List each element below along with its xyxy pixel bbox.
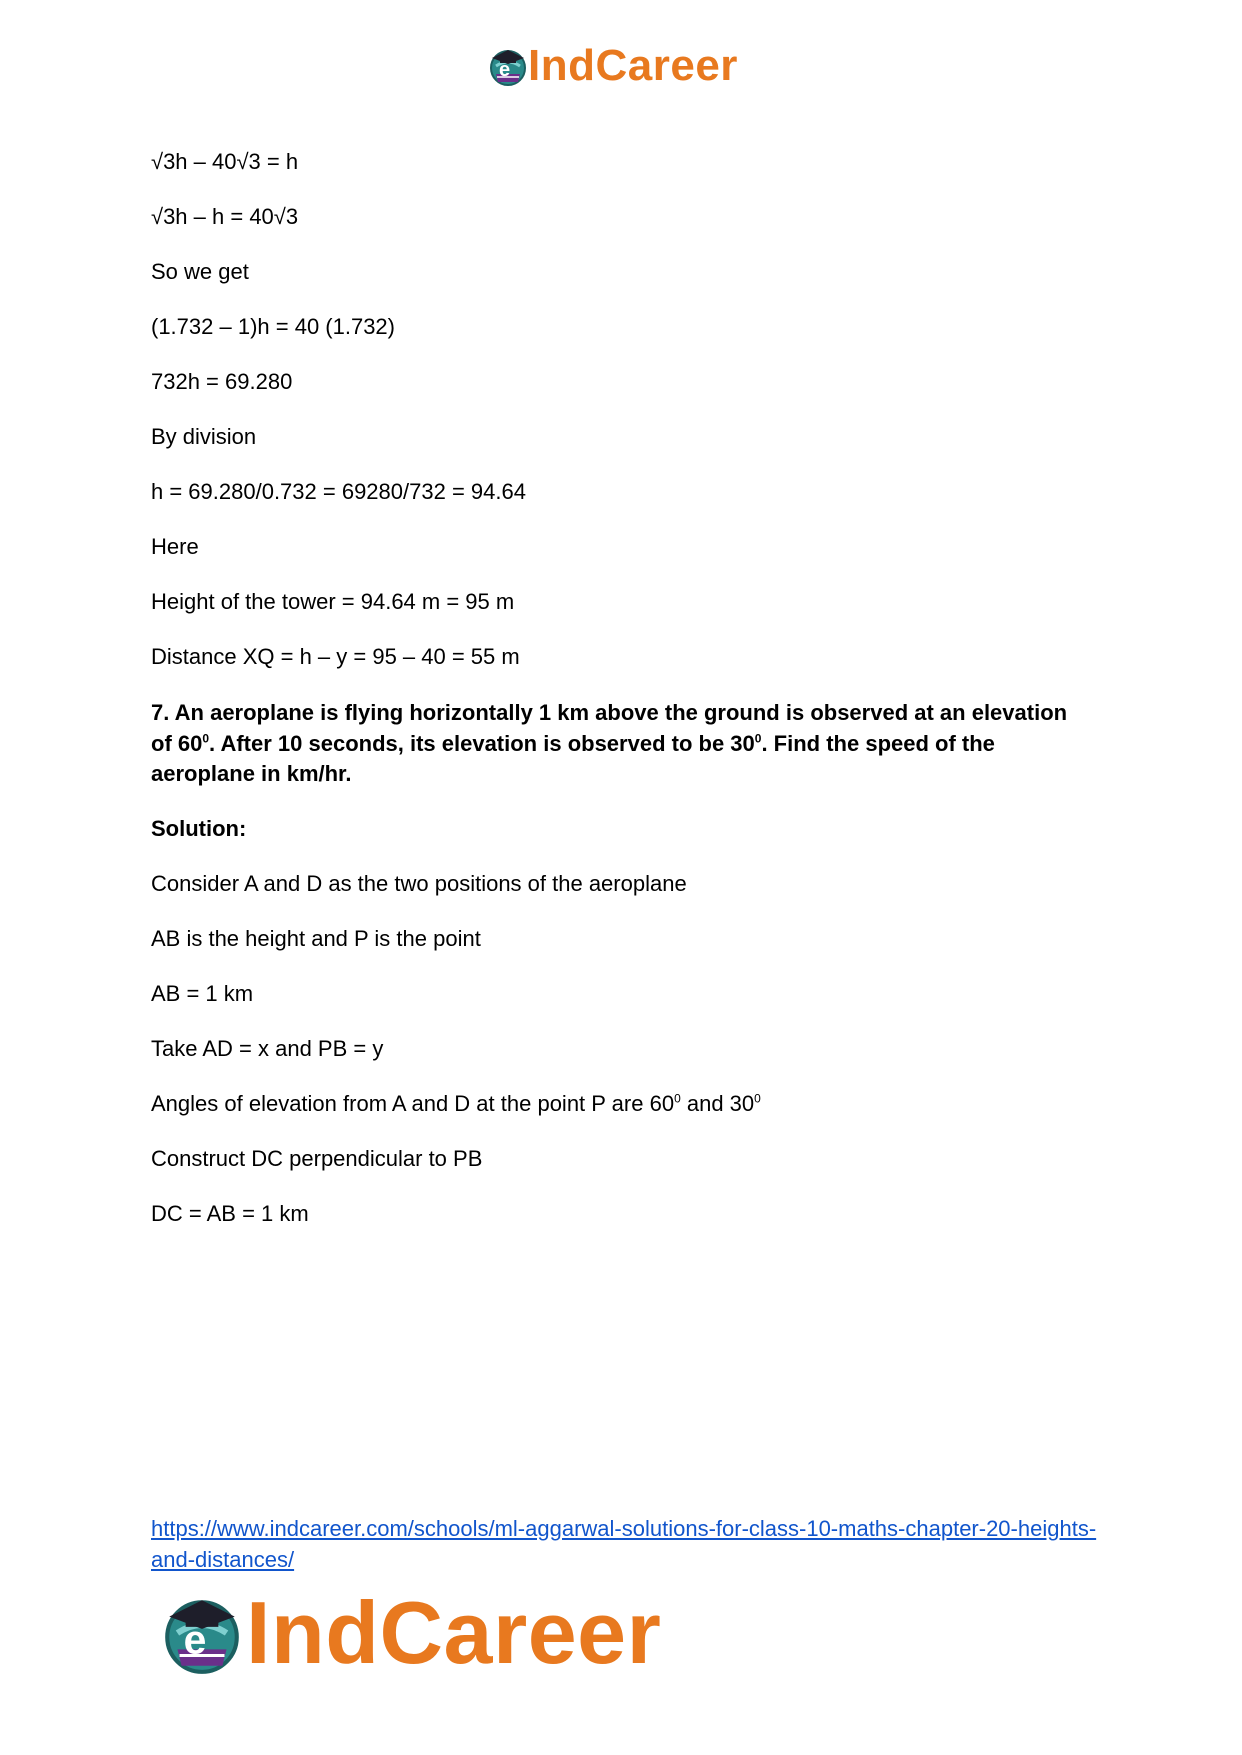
graduation-globe-icon: [488, 44, 528, 88]
footer-logo-text: IndCareer: [246, 1583, 662, 1682]
question-text-1: 7. An aeroplane is flying horizontally 1 km above the ground is observed at an elevation of 60: [151, 700, 1068, 756]
text-line: Height of the tower = 94.64 m = 95 m: [151, 589, 515, 614]
angles-superscript-1: 0: [674, 1091, 681, 1106]
text-line: By division: [151, 424, 257, 449]
text-line: h = 69.280/0.732 = 69280/732 = 94.64: [151, 479, 526, 504]
angles-line: [151, 1090, 1091, 1118]
text-line: (1.732 – 1)h = 40 (1.732): [151, 314, 395, 339]
question-text-3: . Find the speed of the aeroplane in km/hr.: [151, 730, 995, 786]
question-superscript-1: 0: [202, 731, 210, 746]
header-logo: [488, 40, 738, 92]
text-line: AB = 1 km: [151, 980, 254, 1006]
text-line: DC = AB = 1 km: [151, 1200, 309, 1226]
angles-superscript-2: 0: [754, 1091, 761, 1106]
question-superscript-2: 0: [754, 731, 762, 746]
angles-text-1: Angles of elevation from A and D at the point P are 60: [151, 1090, 675, 1116]
footer-logo: [160, 1583, 661, 1683]
angles-text-2: and 30: [680, 1090, 755, 1116]
source-link[interactable]: https://www.indcareer.com/schools/ml-aggarwal-solutions-for-class-10-maths-chapter-20-heights-and-distances/: [151, 1516, 1097, 1572]
document-body: [151, 148, 1091, 1255]
text-line: Here: [151, 534, 199, 559]
svg-text:e: e: [183, 1616, 207, 1663]
text-line: √3h – h = 40√3: [151, 204, 299, 229]
text-line: AB is the height and P is the point: [151, 925, 481, 951]
question-7: [151, 698, 1091, 790]
text-line: So we get: [151, 259, 249, 284]
solution-heading: Solution:: [151, 815, 247, 841]
text-line: Construct DC perpendicular to PB: [151, 1145, 483, 1171]
question-text-2: . After 10 seconds, its elevation is observed to be 30: [209, 730, 755, 756]
svg-text:e: e: [499, 59, 511, 81]
text-line: Distance XQ = h – y = 95 – 40 = 55 m: [151, 644, 520, 669]
text-line: 732h = 69.280: [151, 369, 293, 394]
text-line: Consider A and D as the two positions of the aeroplane: [151, 870, 687, 896]
graduation-globe-icon: [160, 1588, 244, 1678]
text-line: √3h – 40√3 = h: [151, 149, 299, 174]
text-line: Take AD = x and PB = y: [151, 1035, 384, 1061]
header-logo-text: IndCareer: [528, 41, 738, 90]
